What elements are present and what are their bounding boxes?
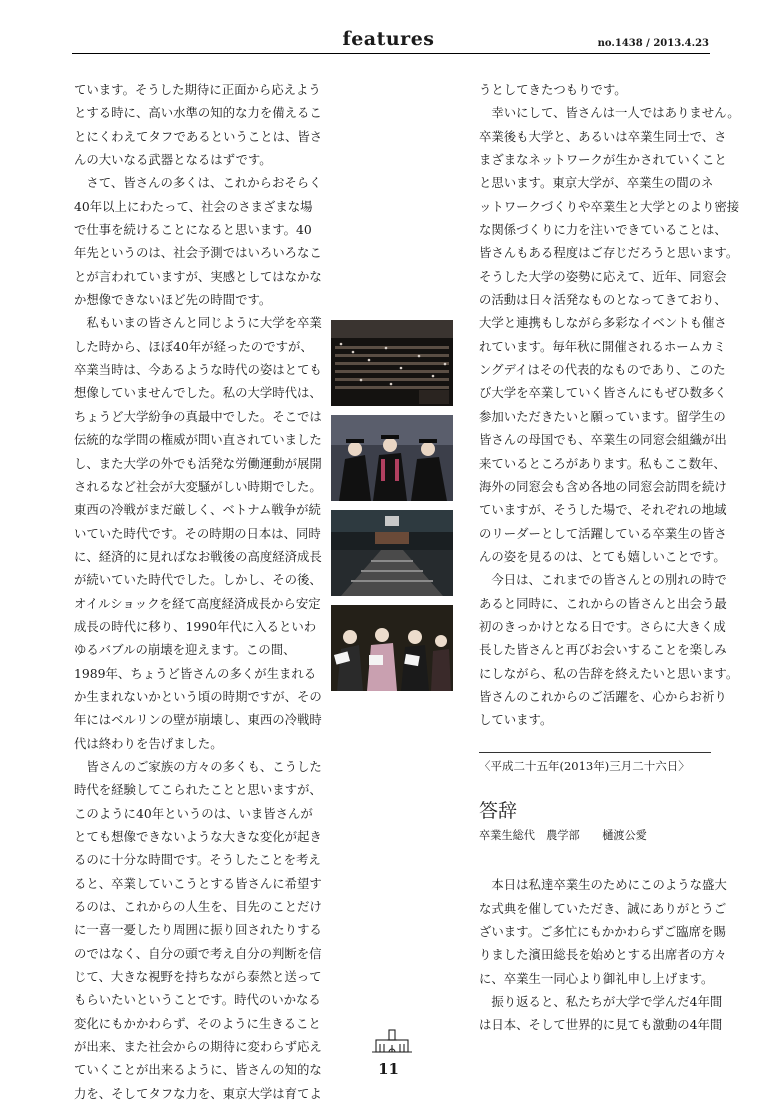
reply-text-line: 本日は私達卒業生のためにこのような盛大 bbox=[479, 877, 727, 893]
reply-text-line: に、卒業生一同心より御礼申し上げます。 bbox=[479, 970, 714, 986]
body-text-line: 私もいまの皆さんと同じように大学を卒業 bbox=[74, 315, 322, 331]
graduates-in-gowns-photo bbox=[331, 415, 453, 501]
photo-strip bbox=[331, 320, 453, 700]
body-text-line: 年にはベルリンの壁が崩壊し、東西の冷戦時 bbox=[74, 712, 322, 728]
yasuda-auditorium-logo-icon bbox=[370, 1028, 414, 1058]
body-text-line: が続いていた時代でした。しかし、その後、 bbox=[74, 572, 322, 588]
body-text-line: のリーダーとして活躍している卒業生の皆さ bbox=[479, 525, 727, 541]
header-divider bbox=[72, 53, 710, 54]
section-divider bbox=[479, 752, 711, 753]
body-text-line: 大学と連携もしながら多彩なイベントも催さ bbox=[479, 315, 727, 331]
body-text-line: 参加いただきたいと願っています。留学生の bbox=[479, 408, 726, 424]
body-text-line: と思います。東京大学が、卒業生の間のネ bbox=[479, 175, 714, 191]
body-text-line: とても想像できないような大きな変化が起き bbox=[74, 829, 322, 844]
paragraph-spacer bbox=[479, 850, 717, 873]
body-text-line: 来ているところがあります。私もここ数年、 bbox=[479, 455, 726, 471]
body-text-line: オイルショックを経て高度経済成長から安定 bbox=[74, 595, 321, 611]
left-text-column bbox=[74, 78, 323, 1105]
body-text-line: 時代を経験してこられたことと思いますが、 bbox=[74, 782, 322, 798]
body-text-line: 幸いにして、皆さんは一人ではありません。 bbox=[479, 105, 740, 121]
body-text-line: 卒業後も大学と、あるいは卒業生同士で、さ bbox=[479, 128, 727, 144]
body-text-line: んの大いなる武器となるはずです。 bbox=[74, 152, 272, 168]
arena-stage-wide-photo bbox=[331, 510, 453, 596]
reply-text-column bbox=[479, 850, 727, 1037]
body-text-line: び大学を卒業していく皆さんにもぜひ数多く bbox=[479, 385, 727, 401]
body-text-line: で仕事を続けることになると思います。40 bbox=[74, 222, 312, 238]
body-text-line: ットワークづくりや卒業生と大学とのより密接 bbox=[479, 198, 740, 214]
body-text-line: か生まれないかという頃の時期ですが、その bbox=[74, 688, 322, 704]
ceremony-hall-audience-photo bbox=[331, 320, 453, 406]
reply-byline: 卒業生総代 農学部 樋渡公愛 bbox=[479, 829, 647, 842]
body-text-line: のではなく、自分の頭で考え自分の判断を信 bbox=[74, 945, 322, 961]
body-text-line: に、経済的に見ればなお戦後の高度経済成長 bbox=[74, 548, 322, 564]
body-text-line: 皆さんの母国でも、卒業生の同窓会組織が出 bbox=[479, 432, 727, 448]
reply-text-line: ざいます。ご多忙にもかかわらずご臨席を賜 bbox=[479, 924, 726, 940]
body-text-line: とする時に、高い水準の知的な力を備えるこ bbox=[74, 105, 322, 121]
body-text-line: 初のきっかけとなる日です。さらに大きく成 bbox=[479, 618, 726, 634]
body-text-line: そうした大学の姿勢に応えて、近年、同窓会 bbox=[479, 268, 727, 284]
body-text-line: の活動は日々活発なものとなってきており、 bbox=[479, 292, 727, 308]
body-text-line: んの姿を見るのは、とても嬉しいことです。 bbox=[479, 548, 726, 564]
body-text-line: とが言われていますが、実感としてはなかな bbox=[74, 268, 322, 284]
body-text-line: 東西の冷戦がまだ厳しく、ベトナム戦争が続 bbox=[74, 502, 321, 518]
body-text-line: 変化にもかかわらず、そのように生きること bbox=[74, 1015, 321, 1031]
body-text-line: しています。 bbox=[479, 712, 553, 728]
body-text-line: るのに十分な時間です。そうしたことを考え bbox=[74, 852, 321, 868]
body-text-line: じて、大きな視野を持ちながら泰然と送って bbox=[74, 969, 322, 985]
body-text-line: し、また大学の外でも活発な労働運動が展開 bbox=[74, 455, 322, 471]
reply-text-line: な式典を催していただき、誠にありがとうご bbox=[479, 900, 727, 916]
body-text-line: 皆さんのこれからのご活躍を、心からお祈り bbox=[479, 688, 727, 704]
reply-text-line: りました濱田総長を始めとする出席者の方々 bbox=[479, 947, 727, 963]
body-text-line: るのは、これからの人生を、目先のことだけ bbox=[74, 899, 322, 915]
body-text-line: ていますが、そうした場で、それぞれの地域 bbox=[479, 502, 727, 518]
body-text-line: が出来、また社会からの期待に変わらず応え bbox=[74, 1039, 322, 1055]
body-text-line: されるなど社会が大変騒がしい時期でした。 bbox=[74, 478, 322, 494]
body-text-line: 海外の同窓会も含め各地の同窓会訪問を続け bbox=[479, 478, 727, 494]
section-title: features bbox=[342, 28, 435, 50]
body-text-line: もらいたいということです。時代のいかなる bbox=[74, 992, 321, 1008]
reply-heading: 答辞 bbox=[479, 800, 518, 822]
issue-number-date: no.1438 / 2013.4.23 bbox=[597, 38, 709, 49]
reply-text-line: は日本、そして世界的に見ても激動の4年間 bbox=[479, 1017, 723, 1033]
body-text-line: 皆さんもある程度はご存じだろうと思います。 bbox=[479, 245, 739, 261]
body-text-line: ちょうど大学紛争の真最中でした。そこでは bbox=[74, 408, 322, 424]
body-text-line: に一喜一憂したり周囲に振り回されたりする bbox=[74, 922, 322, 938]
body-text-line: にしながら、私の告辞を終えたいと思います。 bbox=[479, 665, 739, 681]
body-text-line: 代は終わりを告げました。 bbox=[74, 735, 223, 751]
body-text-line: さて、皆さんの多くは、これからおそらく bbox=[74, 175, 322, 191]
body-text-line: ゆるバブルの崩壊を迎えます。この間、 bbox=[74, 642, 296, 658]
body-text-line: な関係づくりに力を注いできていることは、 bbox=[479, 222, 727, 238]
body-text-line: 今日は、これまでの皆さんとの別れの時で bbox=[479, 572, 727, 588]
body-text-line: まざまなネットワークが生かされていくこと bbox=[479, 152, 727, 168]
body-text-line: ていくことが出来るように、皆さんの知的な bbox=[74, 1062, 322, 1078]
body-text-line: か想像できないほど先の時間です。 bbox=[74, 292, 272, 308]
body-text-line: 伝統的な学問の権威が問い直されていました bbox=[74, 432, 322, 448]
reply-text-line: 振り返ると、私たちが大学で学んだ4年間 bbox=[479, 994, 723, 1010]
right-text-column bbox=[479, 78, 740, 778]
body-text-line: あると同時に、これからの皆さんと出会う最 bbox=[479, 595, 727, 611]
body-text-line: うとしてきたつもりです。 bbox=[479, 82, 627, 97]
body-text-line: した時から、ほぼ40年が経ったのですが、 bbox=[74, 338, 313, 354]
body-text-line: 皆さんのご家族の方々の多くも、こうした bbox=[74, 758, 322, 774]
body-text-line: 想像していませんでした。私の大学時代は、 bbox=[74, 385, 322, 401]
graduates-reading-program-photo bbox=[331, 605, 453, 691]
body-text-line: 卒業当時は、今あるような時代の姿はとても bbox=[74, 362, 322, 378]
body-text-line: れています。毎年秋に開催されるホームカミ bbox=[479, 338, 726, 354]
body-text-line: 年先というのは、社会予測ではいろいろなこ bbox=[74, 245, 322, 261]
body-text-line: 成長の時代に移り、1990年代に入るといわ bbox=[74, 618, 317, 634]
body-text-line: 40年以上にわたって、社会のさまざまな場 bbox=[74, 198, 313, 214]
body-text-line: 力を、そしてタフな力を、東京大学は育てよ bbox=[74, 1085, 322, 1101]
speech-date-note: 〈平成二十五年(2013年)三月二十六日〉 bbox=[479, 758, 690, 773]
body-text-line: 1989年、ちょうど皆さんの多くが生まれる bbox=[74, 665, 317, 681]
body-text-line: このように40年というのは、いま皆さんが bbox=[74, 805, 313, 821]
body-text-line: ングデイはその代表的なものであり、このた bbox=[479, 362, 726, 378]
page-number: 11 bbox=[378, 1060, 399, 1078]
body-text-line: 長した皆さんと再びお会いすることを楽しみ bbox=[479, 642, 727, 658]
body-text-line: いていた時代です。その時期の日本は、同時 bbox=[74, 525, 321, 541]
body-text-line: とにくわえてタフであるということは、皆さ bbox=[74, 128, 323, 144]
body-text-line: ると、卒業していこうとする皆さんに希望す bbox=[74, 875, 322, 891]
body-text-line: ています。そうした期待に正面から応えよう bbox=[74, 82, 321, 97]
